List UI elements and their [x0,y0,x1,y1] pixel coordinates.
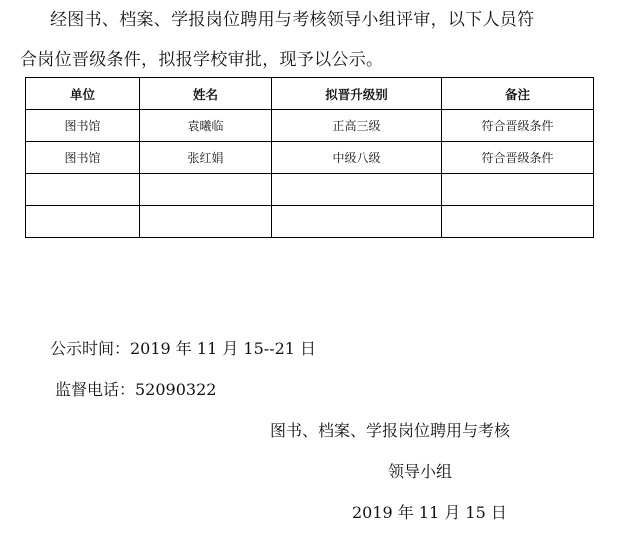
cell-unit [26,206,140,238]
cell-name: 张红娟 [140,142,272,174]
table-row [26,142,594,174]
table-header-row [26,78,594,110]
signature-line-2: 领导小组 [388,462,453,481]
cell-name [140,206,272,238]
cell-level: 中级八级 [272,142,442,174]
cell-remark: 符合晋级条件 [442,110,594,142]
header-remark: 备注 [442,78,594,110]
cell-level: 正高三级 [272,110,442,142]
header-name: 姓名 [140,78,272,110]
cell-unit: 图书馆 [26,142,140,174]
signature-line-1: 图书、档案、学报岗位聘用与考核 [270,421,511,440]
intro-line-1: 经图书、档案、学报岗位聘用与考核领导小组评审，以下人员符 [50,10,535,30]
intro-line-2: 合岗位晋级条件，拟报学校审批，现予以公示。 [20,50,384,70]
cell-level [272,174,442,206]
cell-unit: 图书馆 [26,110,140,142]
header-unit: 单位 [26,78,140,110]
cell-remark [442,206,594,238]
promotion-table [25,77,594,238]
cell-remark: 符合晋级条件 [442,142,594,174]
supervision-hotline: 监督电话：52090322 [55,380,217,399]
table-row [26,206,594,238]
header-level: 拟晋升级别 [272,78,442,110]
publicity-period: 公示时间：2019 年 11 月 15--21 日 [50,339,317,358]
table-row [26,110,594,142]
cell-remark [442,174,594,206]
cell-unit [26,174,140,206]
signature-date: 2019 年 11 月 15 日 [352,503,507,522]
cell-name [140,174,272,206]
cell-level [272,206,442,238]
table-row [26,174,594,206]
cell-name: 袁曦临 [140,110,272,142]
